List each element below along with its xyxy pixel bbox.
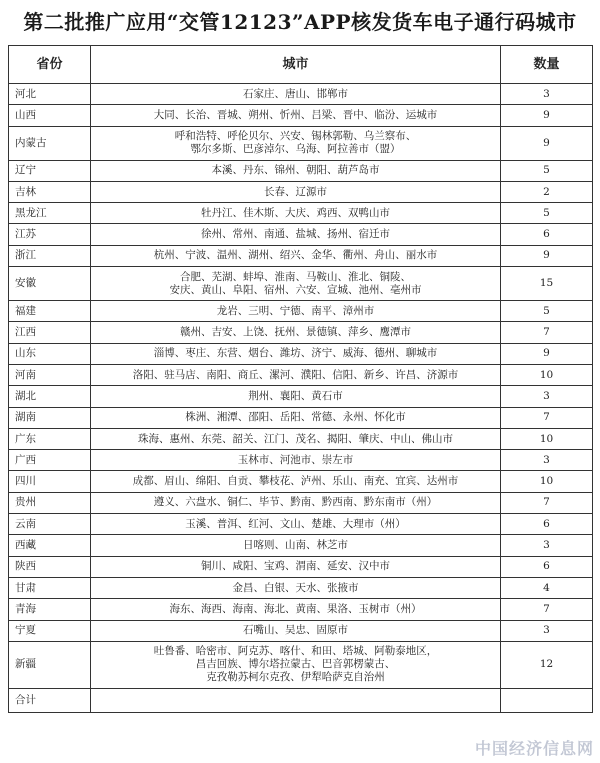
province-cell: 宁夏: [9, 620, 91, 641]
city-cell: [91, 245, 501, 266]
table-row: [9, 471, 593, 492]
province-cell: 西藏: [9, 535, 91, 556]
header-count: 数量: [501, 46, 593, 84]
count-cell: 7: [501, 322, 593, 343]
province-cell: 山东: [9, 343, 91, 364]
count-cell: 9: [501, 343, 593, 364]
province-cell: 湖南: [9, 407, 91, 428]
city-cell: [91, 322, 501, 343]
count-cell: 3: [501, 450, 593, 471]
city-line: 遵义、六盘水、铜仁、毕节、黔南、黔西南、黔东南市（州）: [153, 496, 438, 509]
city-line: 玉林市、河池市、崇左市: [237, 453, 354, 466]
city-cell: [91, 386, 501, 407]
city-line: 玉溪、普洱、红河、文山、楚雄、大理市（州）: [185, 517, 406, 530]
table-row: [9, 126, 593, 160]
city-cell: [91, 556, 501, 577]
table-row: [9, 160, 593, 181]
table-row: [9, 577, 593, 598]
city-cell: [91, 620, 501, 641]
count-cell: 6: [501, 514, 593, 535]
province-cell: 河南: [9, 364, 91, 385]
count-cell: 6: [501, 224, 593, 245]
province-cell: 浙江: [9, 245, 91, 266]
table-row: [9, 203, 593, 224]
count-cell: 15: [501, 267, 593, 301]
city-line: 日喀则、山南、林芝市: [243, 538, 348, 551]
total-label: 合计: [9, 688, 91, 712]
city-line: 淄博、枣庄、东营、烟台、潍坊、济宁、威海、德州、聊城市: [153, 347, 438, 360]
header-province: 省份: [9, 46, 91, 84]
province-cell: 内蒙古: [9, 126, 91, 160]
city-line: 长春、辽源市: [264, 185, 327, 198]
province-cell: 云南: [9, 514, 91, 535]
count-cell: 3: [501, 84, 593, 105]
table-row: [9, 224, 593, 245]
city-cell: [91, 599, 501, 620]
city-line: 徐州、常州、南通、盐城、扬州、宿迁市: [201, 228, 390, 241]
city-cell: [91, 105, 501, 126]
city-cell: [91, 343, 501, 364]
province-cell: 山西: [9, 105, 91, 126]
city-line: 成都、眉山、绵阳、自贡、攀枝花、泸州、乐山、南充、宜宾、达州市: [132, 475, 459, 488]
count-cell: 10: [501, 364, 593, 385]
table-row: [9, 245, 593, 266]
table-row: [9, 267, 593, 301]
city-line: 石家庄、唐山、邯郸市: [243, 87, 348, 100]
table-row: [9, 514, 593, 535]
city-line: 洛阳、驻马店、南阳、商丘、漯河、濮阳、信阳、新乡、许昌、济源市: [132, 368, 459, 381]
count-cell: 3: [501, 535, 593, 556]
city-cell: [91, 84, 501, 105]
province-cell: 青海: [9, 599, 91, 620]
city-line: 合肥、芜湖、蚌埠、淮南、马鞍山、淮北、铜陵、: [180, 270, 411, 283]
city-line: 鄂尔多斯、巴彦淖尔、乌海、阿拉善市（盟）: [190, 143, 401, 156]
city-cell: [91, 301, 501, 322]
total-row: [9, 688, 593, 712]
city-line: 克孜勒苏柯尔克孜、伊犁哈萨克自治州: [206, 671, 385, 684]
province-cell: 辽宁: [9, 160, 91, 181]
city-cell: [91, 224, 501, 245]
city-cell: [91, 428, 501, 449]
city-cell: [91, 450, 501, 471]
province-cell: 黑龙江: [9, 203, 91, 224]
header-city: 城市: [91, 46, 501, 84]
table-row: [9, 322, 593, 343]
city-cell: [91, 514, 501, 535]
city-line: 赣州、吉安、上饶、抚州、景德镇、萍乡、鹰潭市: [180, 326, 411, 339]
count-cell: 9: [501, 245, 593, 266]
city-line: 珠海、惠州、东莞、韶关、江门、茂名、揭阳、肇庆、中山、佛山市: [138, 432, 453, 445]
province-cell: 河北: [9, 84, 91, 105]
table-header-row: [9, 46, 593, 84]
city-cell: [91, 535, 501, 556]
count-cell: 4: [501, 577, 593, 598]
count-cell: 9: [501, 126, 593, 160]
city-line: 龙岩、三明、宁德、南平、漳州市: [216, 304, 375, 317]
city-line: 铜川、咸阳、宝鸡、渭南、延安、汉中市: [201, 560, 390, 573]
province-cell: 安徽: [9, 267, 91, 301]
count-cell: 10: [501, 471, 593, 492]
province-cell: 广西: [9, 450, 91, 471]
city-line: 牡丹江、佳木斯、大庆、鸡西、双鸭山市: [201, 206, 390, 219]
table-row: [9, 428, 593, 449]
count-cell: 10: [501, 428, 593, 449]
city-line: 本溪、丹东、锦州、朝阳、葫芦岛市: [211, 164, 380, 177]
province-cell: 贵州: [9, 492, 91, 513]
table-row: [9, 386, 593, 407]
table-row: [9, 641, 593, 688]
city-line: 海东、海西、海南、海北、黄南、果洛、玉树市（州）: [169, 602, 422, 615]
count-cell: 7: [501, 492, 593, 513]
table-row: [9, 84, 593, 105]
city-line: 金昌、白银、天水、张掖市: [232, 581, 359, 594]
city-line: 石嘴山、吴忠、固原市: [243, 624, 348, 637]
city-cell: [91, 364, 501, 385]
province-cell: 四川: [9, 471, 91, 492]
page-title: 第二批推广应用“交管12123”APP核发货车电子通行码城市: [23, 10, 577, 34]
count-cell: 5: [501, 160, 593, 181]
city-cell: [91, 181, 501, 202]
province-cell: 广东: [9, 428, 91, 449]
count-cell: 3: [501, 386, 593, 407]
table-row: [9, 407, 593, 428]
city-line: 荆州、襄阳、黄石市: [248, 389, 343, 402]
city-line: 大同、长治、晋城、朔州、忻州、吕梁、晋中、临汾、运城市: [153, 108, 438, 121]
count-cell: 7: [501, 599, 593, 620]
count-cell: 5: [501, 203, 593, 224]
city-cell: [91, 160, 501, 181]
province-cell: 新疆: [9, 641, 91, 688]
city-cell: [91, 407, 501, 428]
city-cell: [91, 577, 501, 598]
city-cell: [91, 641, 501, 688]
table-row: [9, 620, 593, 641]
province-cell: 福建: [9, 301, 91, 322]
city-line: 株洲、湘潭、邵阳、岳阳、常德、永州、怀化市: [185, 411, 406, 424]
table-row: [9, 301, 593, 322]
count-cell: 6: [501, 556, 593, 577]
city-cell: [91, 267, 501, 301]
province-cell: 湖北: [9, 386, 91, 407]
count-cell: 5: [501, 301, 593, 322]
table-row: [9, 556, 593, 577]
total-city-cell: [91, 688, 501, 712]
city-line: 安庆、黄山、阜阳、宿州、六安、宣城、池州、亳州市: [169, 283, 422, 296]
total-count: [501, 688, 593, 712]
province-cell: 甘肃: [9, 577, 91, 598]
table-body: [9, 84, 593, 713]
province-cell: 陕西: [9, 556, 91, 577]
city-cell: [91, 126, 501, 160]
count-cell: 3: [501, 620, 593, 641]
watermark-logo: 中国经济信息网: [474, 739, 594, 758]
city-line: 呼和浩特、呼伦贝尔、兴安、锡林郭勒、乌兰察布、: [174, 130, 417, 143]
count-cell: 2: [501, 181, 593, 202]
table-row: [9, 364, 593, 385]
table-row: [9, 105, 593, 126]
province-cell: 吉林: [9, 181, 91, 202]
count-cell: 7: [501, 407, 593, 428]
table-row: [9, 535, 593, 556]
table-row: [9, 181, 593, 202]
city-cell: [91, 492, 501, 513]
table-row: [9, 450, 593, 471]
city-cell: [91, 203, 501, 224]
city-line: 杭州、宁波、温州、湖州、绍兴、金华、衢州、舟山、丽水市: [153, 249, 438, 262]
table-row: [9, 599, 593, 620]
table-row: [9, 343, 593, 364]
city-cell: [91, 471, 501, 492]
table-row: [9, 492, 593, 513]
count-cell: 9: [501, 105, 593, 126]
city-table: [8, 45, 593, 713]
city-line: 吐鲁番、哈密市、阿克苏、喀什、和田、塔城、阿勒泰地区，: [153, 645, 438, 658]
city-line: 昌吉回族、博尔塔拉蒙古、巴音郭楞蒙古、: [195, 658, 396, 671]
province-cell: 江苏: [9, 224, 91, 245]
province-cell: 江西: [9, 322, 91, 343]
count-cell: 12: [501, 641, 593, 688]
